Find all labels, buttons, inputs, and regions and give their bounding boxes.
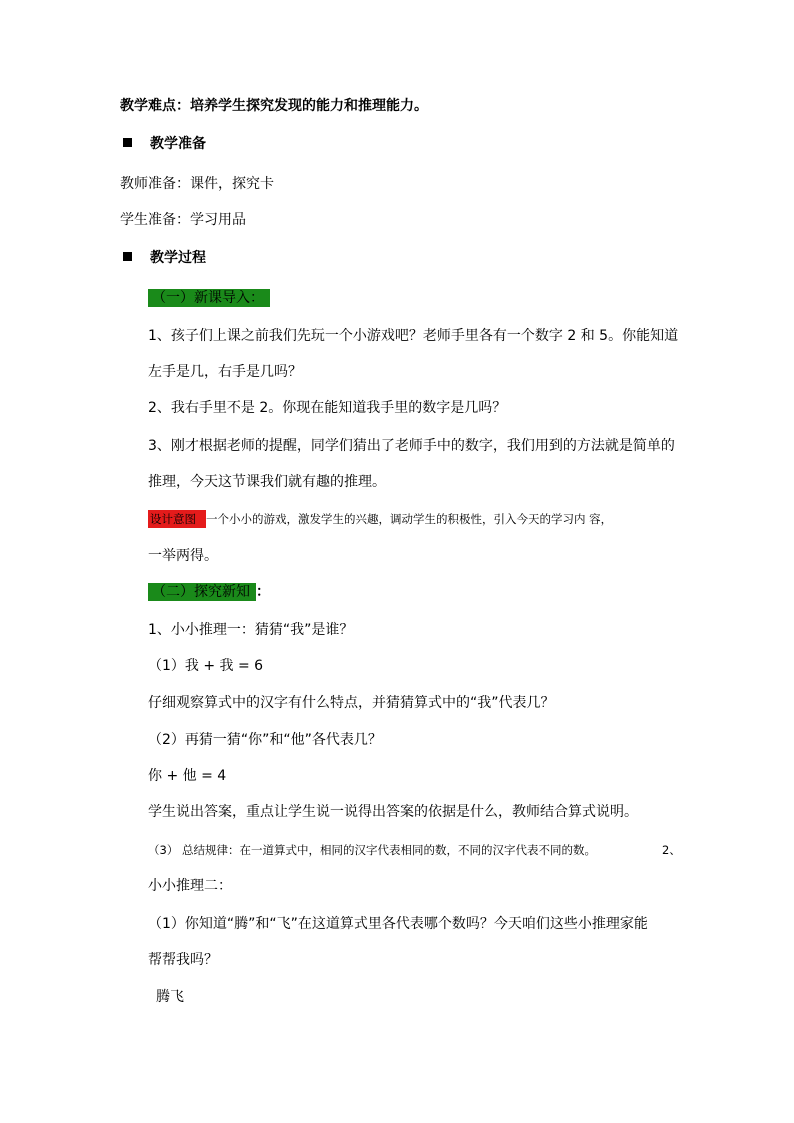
reasoning1-part2-equation: 你 + 他 = 4 xyxy=(148,768,227,784)
section2-heading xyxy=(148,582,270,602)
section1-p3a: 3、刚才根据老师的提醒，同学们猜出了老师手中的数字，我们用到的方法就是简单的 xyxy=(148,438,675,454)
design-intent-tag: 设计意图 xyxy=(148,510,206,528)
reasoning1-title: 1、小小推理一：猜猜“我”是谁？ xyxy=(148,622,354,638)
reasoning1-equation: （1）我 + 我 = 6 xyxy=(148,658,264,674)
design-intent-tail: 一举两得。 xyxy=(148,548,218,564)
reasoning1-question: 仔细观察算式中的汉字有什么特点，并猜猜算式中的“我”代表几？ xyxy=(148,695,555,711)
student-prep: 学生准备：学习用品 xyxy=(120,212,246,228)
section1-tag: （一）新课导入： xyxy=(148,289,270,307)
process-heading xyxy=(123,248,206,268)
teaching-difficulty: 教学难点：培养学生探究发现的能力和推理能力。 xyxy=(120,98,428,114)
reasoning2-title: 小小推理二： xyxy=(148,878,232,894)
reasoning2-question-b: 帮帮我吗？ xyxy=(148,952,218,968)
square-bullet-icon xyxy=(123,252,132,261)
section2-colon: ： xyxy=(256,584,270,600)
reasoning1-rule: （3） 总结规律：在一道算式中，相同的汉字代表相同的数，不同的汉字代表不同的数。 xyxy=(148,843,596,857)
reasoning1-part2: （2）再猜一猜“你”和“他”各代表几？ xyxy=(148,732,382,748)
square-bullet-icon xyxy=(123,138,132,147)
reasoning1-answer: 学生说出答案，重点让学生说一说得出答案的依据是什么，教师结合算式说明。 xyxy=(148,804,638,820)
section1-heading xyxy=(148,288,270,308)
reasoning2-equation: 腾飞 xyxy=(156,989,184,1005)
design-intent xyxy=(148,509,612,529)
prep-heading-text: 教学准备 xyxy=(150,136,206,152)
reasoning2-number: 2、 xyxy=(662,843,681,857)
teacher-prep: 教师准备：课件，探究卡 xyxy=(120,176,274,192)
section1-p1a: 1、孩子们上课之前我们先玩一个小游戏吧？老师手里各有一个数字 2 和 5。你能知道 xyxy=(148,328,679,344)
reasoning2-question-a: （1）你知道“腾”和“飞”在这道算式里各代表哪个数吗？今天咱们这些小推理家能 xyxy=(148,916,648,932)
section1-p2: 2、我右手里不是 2。你现在能知道我手里的数字是几吗？ xyxy=(148,400,507,416)
design-intent-text: 一个小小的游戏，激发学生的兴趣，调动学生的积极性，引入今天的学习内 容， xyxy=(206,512,613,526)
section2-tag: （二）探究新知 xyxy=(148,583,256,601)
section1-p3b: 推理，今天这节课我们就有趣的推理。 xyxy=(148,474,386,490)
process-heading-text: 教学过程 xyxy=(150,250,206,266)
prep-heading xyxy=(123,134,206,154)
section1-p1b: 左手是几，右手是几吗？ xyxy=(148,364,302,380)
